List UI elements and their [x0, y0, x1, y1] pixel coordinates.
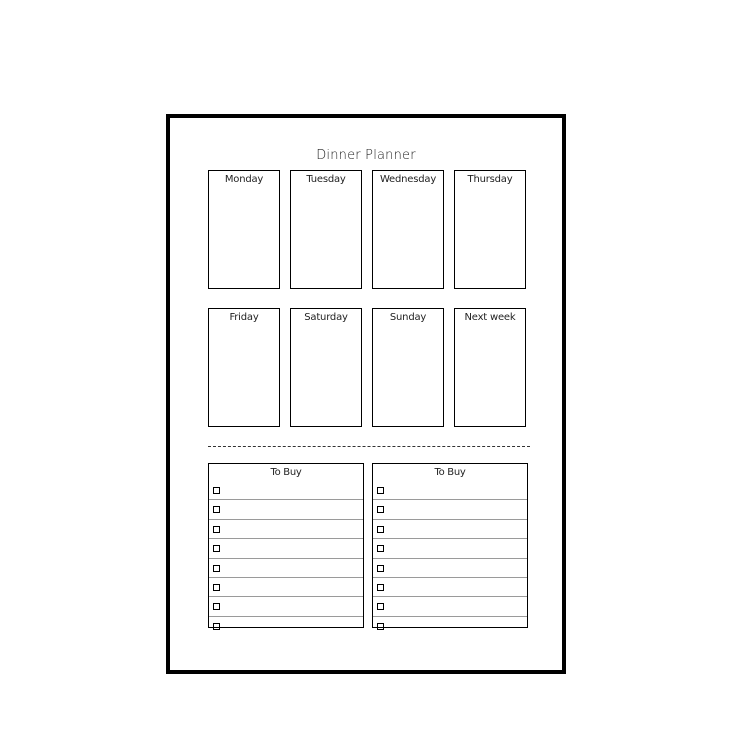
day-box-wednesday	[372, 170, 444, 289]
checkbox[interactable]	[377, 545, 384, 552]
checkbox[interactable]	[377, 603, 384, 610]
to-buy-heading: To Buy	[434, 467, 466, 478]
day-box-tuesday	[290, 170, 362, 289]
dashed-divider	[208, 446, 530, 447]
checkbox[interactable]	[377, 623, 384, 630]
to-buy-row	[209, 559, 363, 578]
day-box-monday	[208, 170, 280, 289]
to-buy-row	[209, 597, 363, 616]
page-title: Dinner Planner	[316, 148, 416, 163]
day-label: Thursday	[467, 174, 513, 185]
to-buy-heading: To Buy	[270, 467, 302, 478]
day-label: Monday	[224, 174, 264, 185]
to-buy-row	[209, 539, 363, 558]
to-buy-row	[373, 617, 527, 635]
day-label: Wednesday	[379, 174, 437, 185]
to-buy-row	[373, 559, 527, 578]
checkbox[interactable]	[377, 487, 384, 494]
checkbox[interactable]	[213, 545, 220, 552]
checkbox[interactable]	[213, 565, 220, 572]
to-buy-list-left	[208, 463, 364, 628]
to-buy-row	[209, 520, 363, 539]
to-buy-row	[373, 481, 527, 500]
to-buy-row	[373, 539, 527, 558]
to-buy-row	[373, 520, 527, 539]
to-buy-row	[209, 481, 363, 500]
to-buy-row	[209, 617, 363, 635]
day-box-saturday	[290, 308, 362, 427]
to-buy-row	[209, 578, 363, 597]
to-buy-rows	[373, 481, 527, 635]
checkbox[interactable]	[213, 506, 220, 513]
checkbox[interactable]	[377, 526, 384, 533]
day-box-next-week	[454, 308, 526, 427]
day-label: Next week	[464, 312, 516, 323]
day-label: Sunday	[389, 312, 427, 323]
to-buy-list-right	[372, 463, 528, 628]
day-box-thursday	[454, 170, 526, 289]
to-buy-rows	[209, 481, 363, 635]
checkbox[interactable]	[213, 623, 220, 630]
day-label: Saturday	[304, 312, 348, 323]
day-label: Friday	[229, 312, 259, 323]
to-buy-row	[209, 500, 363, 519]
checkbox[interactable]	[213, 526, 220, 533]
checkbox[interactable]	[377, 584, 384, 591]
checkbox[interactable]	[377, 506, 384, 513]
to-buy-row	[373, 597, 527, 616]
day-label: Tuesday	[306, 174, 346, 185]
day-box-sunday	[372, 308, 444, 427]
checkbox[interactable]	[213, 603, 220, 610]
checkbox[interactable]	[213, 584, 220, 591]
planner-page	[166, 114, 566, 674]
to-buy-row	[373, 578, 527, 597]
to-buy-row	[373, 500, 527, 519]
checkbox[interactable]	[377, 565, 384, 572]
day-box-friday	[208, 308, 280, 427]
checkbox[interactable]	[213, 487, 220, 494]
